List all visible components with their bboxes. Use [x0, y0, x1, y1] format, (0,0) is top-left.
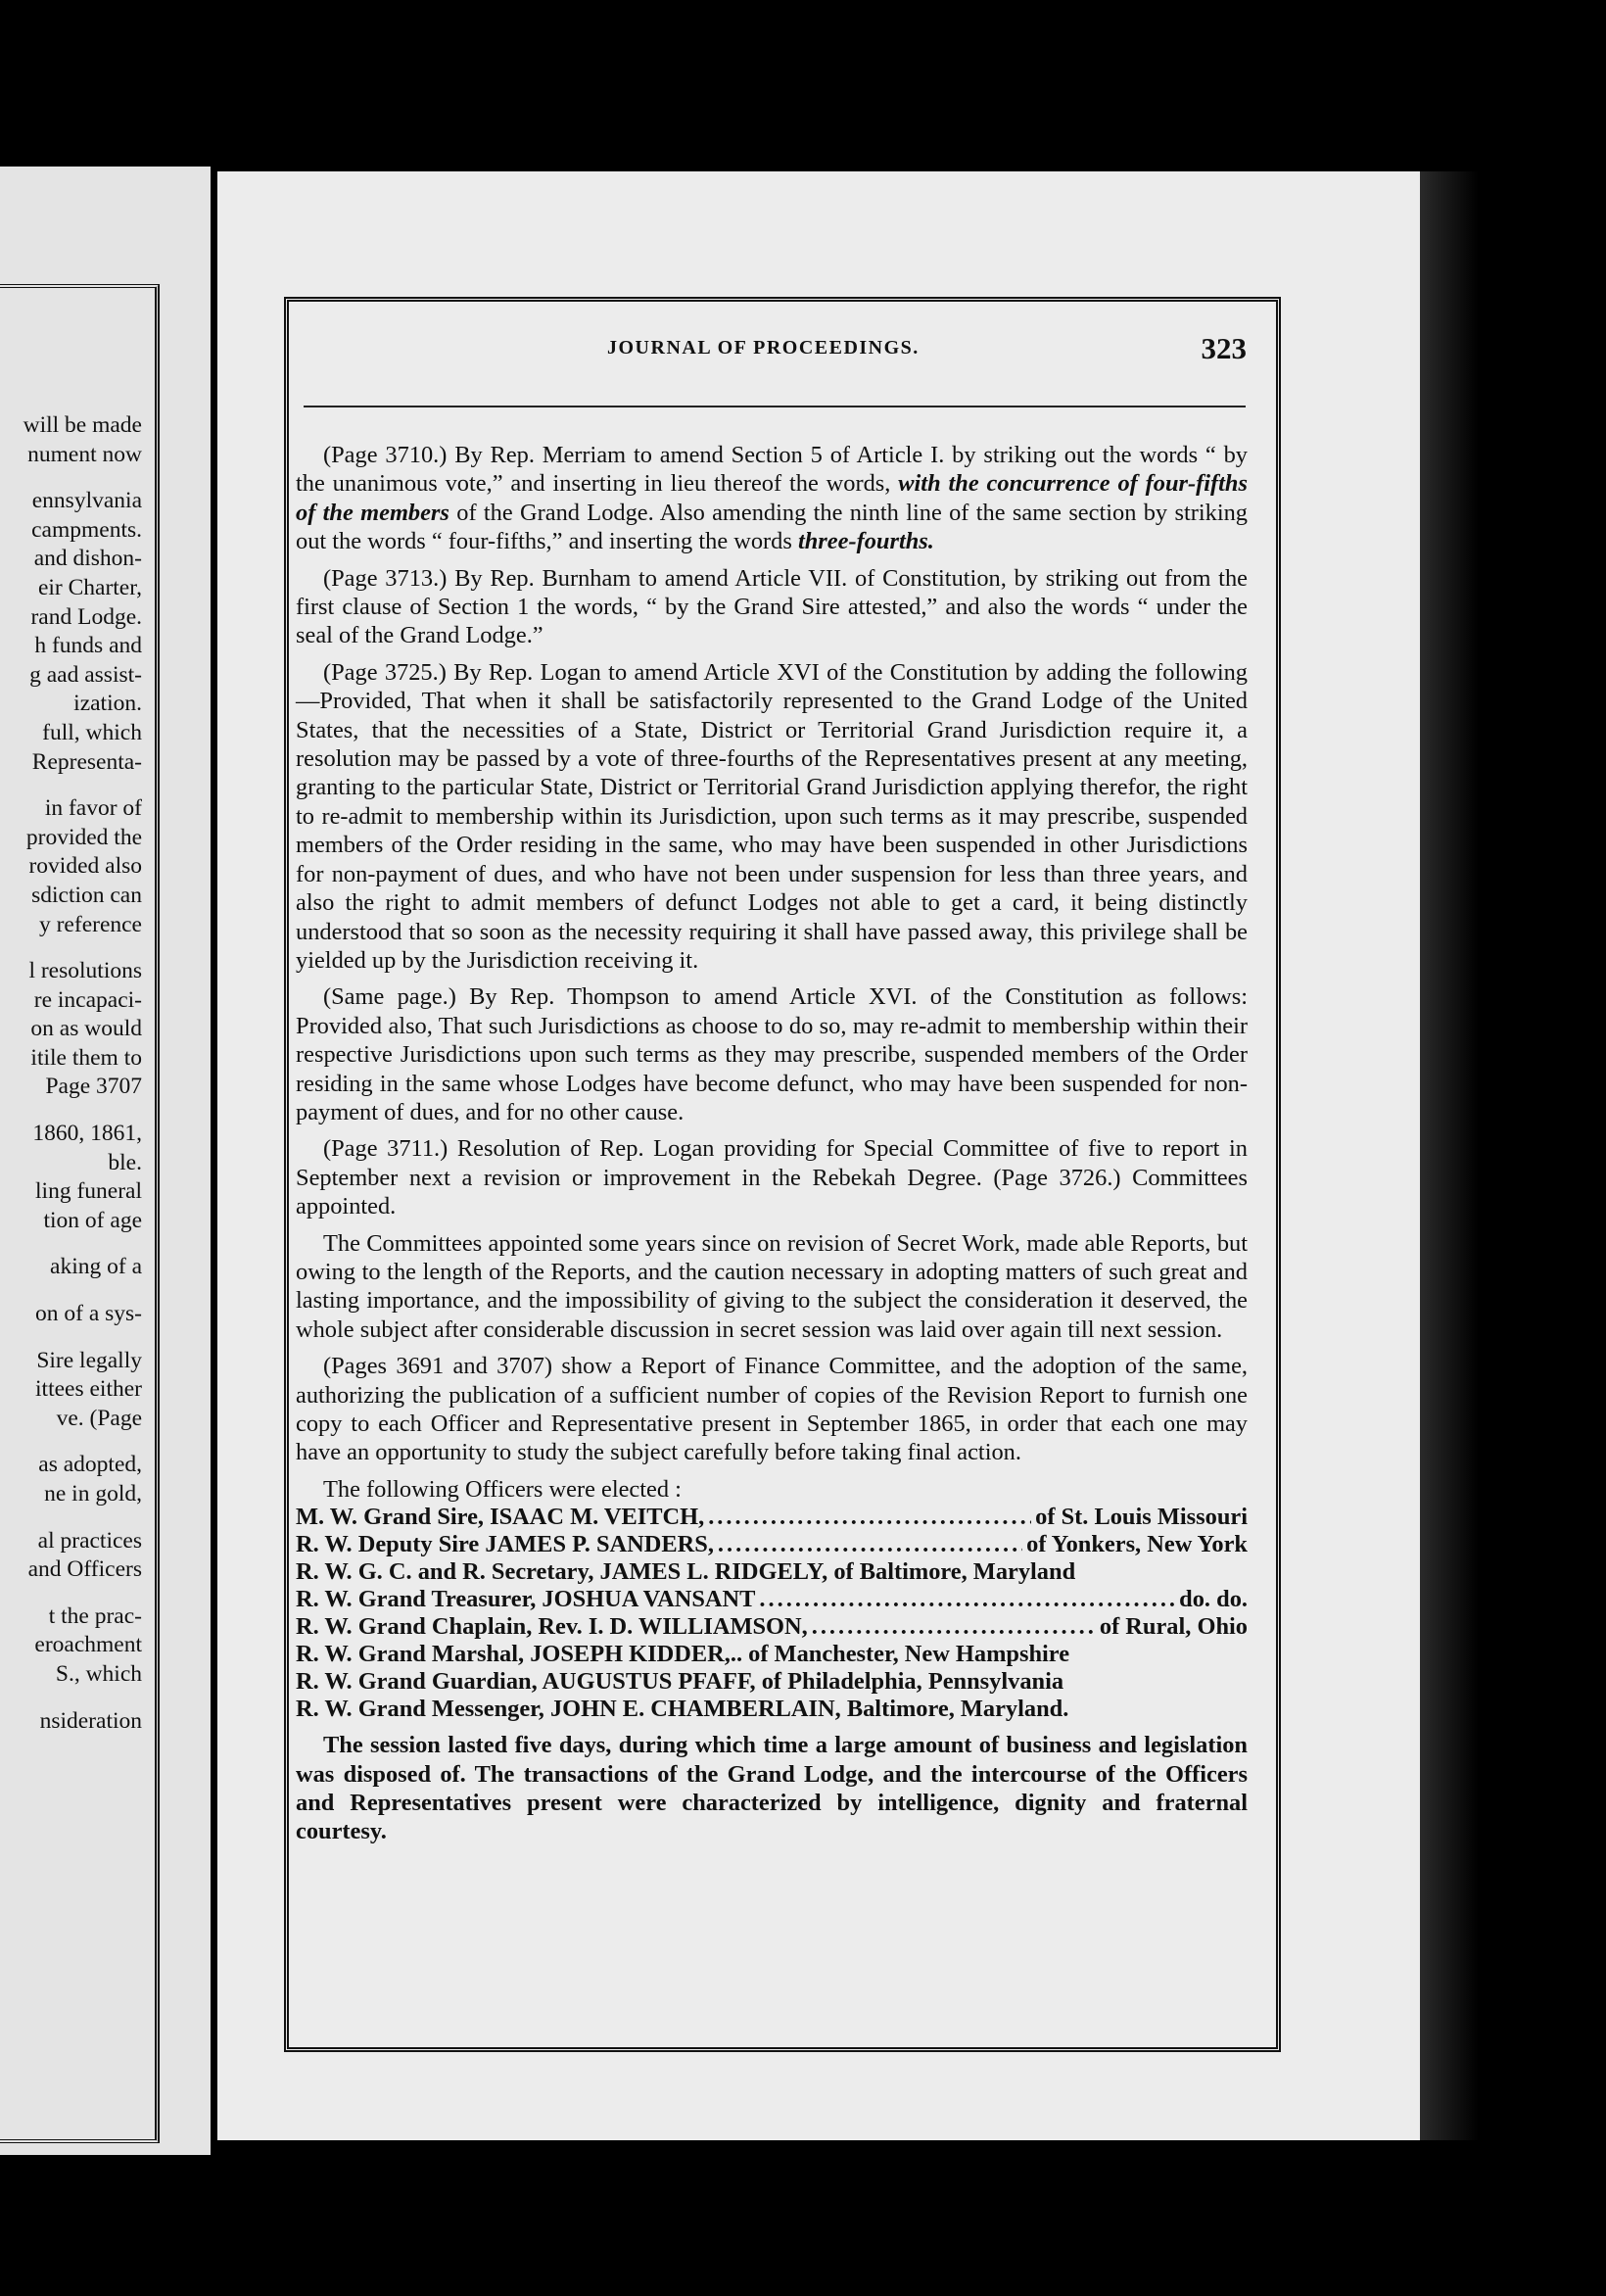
officer-row — [296, 1558, 1248, 1586]
left-page-line: and dishon- — [33, 546, 142, 572]
left-page-line: l resolutions — [28, 958, 142, 984]
left-page-line: campments. — [31, 516, 142, 543]
left-page-line: ennsylvania — [31, 488, 142, 514]
left-page-line: eir Charter, — [37, 574, 142, 600]
officer-title: R. W. Grand Messenger, JOHN E. CHAMBERLAIN, Baltimore, Maryland. — [296, 1696, 1069, 1723]
paragraph-page-3725: (Page 3725.) By Rep. Logan to amend Article XVI of the Constitution by adding the following—Provided, That when it shall be satisfactorily represented to the Grand Lodge of the United States, that the necessities of a State, District or Territorial Grand Jurisdiction require it, a resolution may be passed by a vote of three-fourths of the Representatives present at any meeting, granting to the particular State, District or Territorial Grand Jurisdiction applying therefor, the right to re-admit to membership within its Jurisdiction, upon such terms as it may prescribe, suspended members of the Order residing in the same, who may have been suspended in other Jurisdictions for non-payment of dues, and who have not been under suspension for less than three years, and also the right to admit members of defunct Lodges not able to get a card, it being distinctly understood that so soon as the necessity requiring it shall have passed away, this privilege shall be yielded up by the Jurisdiction receiving it. — [296, 658, 1248, 974]
left-page-line — [0, 1690, 142, 1707]
left-page-line: sdiction can — [31, 882, 142, 908]
left-page-line: in favor of — [44, 795, 142, 822]
officer-title: M. W. Grand Sire, ISAAC M. VEITCH, — [296, 1504, 705, 1531]
left-page-line — [0, 1102, 142, 1120]
paragraph-closing: The session lasted five days, during which time a large amount of business and legislation was disposed of. The transactions of the Grand Lodge, and the intercourse of the Officers and Representatives present were characterized by intelligence, dignity and fraternal courtesy. — [296, 1732, 1248, 1845]
left-page-line: ittees either — [35, 1376, 142, 1403]
left-page-line: g aad assist- — [29, 661, 142, 688]
running-header — [294, 333, 1249, 372]
left-page-line — [0, 469, 142, 487]
book-spine — [1420, 171, 1479, 2140]
paragraph-committees: The Committees appointed some years since on revision of Secret Work, made able Reports, but owing to the length of the Reports, and the caution necessary in adopting matters of such great and lasting importance, and the impossibility of giving to the subject the consideration it deserved, the whole subject after considerable discussion in secret session was laid over again till next session. — [296, 1229, 1248, 1343]
left-page-line: Page 3707 — [45, 1074, 142, 1100]
officers-intro: The following Officers were elected : — [323, 1475, 682, 1503]
left-page-line — [0, 1509, 142, 1527]
left-page-line: S., which — [55, 1660, 142, 1687]
officer-place: of Rural, Ohio — [1099, 1613, 1248, 1641]
officer-place: of St. Louis Missouri — [1035, 1504, 1248, 1531]
officer-row — [296, 1696, 1248, 1723]
officer-title: R. W. Deputy Sire JAMES P. SANDERS, — [296, 1531, 714, 1558]
left-page-line: Representa- — [31, 748, 142, 775]
paragraph-page-3710: (Page 3710.) By Rep. Merriam to amend Section 5 of Article I. by striking out the words “ by the unanimous vote,” and inserting in lieu thereof the words, with the concurrence of four-fifths of the members of the Grand Lodge. Also amending the ninth line of the same section by striking out the words “ four-fifths,” and inserting the words three-fourths. — [296, 442, 1248, 555]
left-page-line: ne in gold, — [44, 1481, 142, 1507]
dot-leader — [812, 1613, 1096, 1641]
left-page-line: will be made — [23, 412, 142, 438]
officer-place: of Yonkers, New York — [1026, 1531, 1248, 1558]
officer-title: R. W. Grand Guardian, AUGUSTUS PFAFF, of Philadelphia, Pennsylvania — [296, 1668, 1064, 1696]
officer-row — [296, 1668, 1248, 1696]
left-page-line: provided the — [25, 824, 142, 850]
page-number: 323 — [1201, 331, 1247, 365]
dot-leader — [718, 1531, 1022, 1558]
officer-title: R. W. Grand Treasurer, JOSHUA VANSANT — [296, 1586, 756, 1613]
officer-row — [296, 1531, 1248, 1558]
left-page-line: ling funeral — [35, 1178, 142, 1205]
officer-title: R. W. Grand Marshal, JOSEPH KIDDER,.. of Manchester, New Hampshire — [296, 1641, 1070, 1668]
left-page-line: nsideration — [39, 1707, 142, 1734]
left-page-line — [0, 777, 142, 794]
left-page-line — [0, 1235, 142, 1253]
left-page-line: tion of age — [43, 1207, 142, 1233]
paragraph-page-3713: (Page 3713.) By Rep. Burnham to amend Article VII. of Constitution, by striking out from the first clause of Section 1 the words, “ by the Grand Sire attested,” and also the words “ under the seal of the Grand Lodge.” — [296, 564, 1248, 649]
page-body — [296, 441, 1248, 1854]
left-page-line: 1860, 1861, — [32, 1121, 142, 1147]
left-page-line: aking of a — [50, 1254, 142, 1280]
left-page-line: al practices — [37, 1527, 142, 1554]
left-page-line: ve. (Page — [56, 1405, 142, 1431]
left-page-line: and Officers — [27, 1556, 142, 1583]
left-page-text — [0, 411, 142, 1736]
left-page-line: h funds and — [34, 633, 142, 659]
left-page-line — [0, 1282, 142, 1300]
left-page-line: re incapaci- — [33, 986, 142, 1013]
paragraph-same-page: (Same page.) By Rep. Thompson to amend Article XVI. of the Constitution as follows: Provided also, That such Jurisdictions as choose to do so, may re-admit to membership within their respective Jurisdictions upon such terms as they may prescribe, suspended members of the Order residing in the same whose Lodges have become defunct, who may have been suspended for non-payment of dues, and for no other cause. — [296, 983, 1248, 1125]
left-page-line: on as would — [30, 1016, 142, 1042]
left-page-line: on of a sys- — [35, 1301, 142, 1327]
left-page-line — [0, 1585, 142, 1602]
left-page-line — [0, 1329, 142, 1347]
left-page-line: itile them to — [30, 1044, 142, 1071]
paragraph-page-3711: (Page 3711.) Resolution of Rep. Logan providing for Special Committee of five to report in September next a revision or improvement in the Rebekah Degree. (Page 3726.) Committees appointed. — [296, 1135, 1248, 1220]
left-page-line: ization. — [73, 691, 142, 717]
left-page-line: t the prac- — [48, 1602, 142, 1629]
header-rule — [304, 406, 1246, 407]
left-page-line: rand Lodge. — [30, 603, 142, 630]
officer-row — [296, 1586, 1248, 1613]
dot-leader — [708, 1504, 1031, 1531]
left-page-line — [0, 1433, 142, 1451]
dot-leader — [759, 1586, 1175, 1613]
officer-row — [296, 1504, 1248, 1531]
left-page-line: full, which — [42, 719, 142, 745]
officer-title: R. W. G. C. and R. Secretary, JAMES L. RIDGELY, of Baltimore, Maryland — [296, 1558, 1076, 1586]
officer-place: do. do. — [1179, 1586, 1248, 1613]
left-page-line: Sire legally — [36, 1347, 142, 1373]
running-title: JOURNAL OF PROCEEDINGS. — [607, 337, 920, 359]
paragraph-finance: (Pages 3691 and 3707) show a Report of Finance Committee, and the adoption of the same, authorizing the publication of a sufficient number of copies of the Revision Report to furnish one copy to each Officer and Representative present in September 1865, in order that each one may have an opportunity to study the subject carefully before taking final action. — [296, 1353, 1248, 1466]
left-page-line: y reference — [38, 911, 142, 937]
left-page-line: nument now — [27, 441, 142, 467]
left-page-line: rovided also — [28, 853, 142, 880]
officer-row — [296, 1641, 1248, 1668]
officer-title: R. W. Grand Chaplain, Rev. I. D. WILLIAMSON, — [296, 1613, 808, 1641]
officer-row — [296, 1613, 1248, 1641]
left-page-line: ble. — [108, 1149, 142, 1175]
left-page-line — [0, 939, 142, 957]
left-page-line: as adopted, — [38, 1452, 142, 1478]
officers-list — [296, 1504, 1248, 1723]
left-page-line: eroachment — [34, 1632, 142, 1658]
